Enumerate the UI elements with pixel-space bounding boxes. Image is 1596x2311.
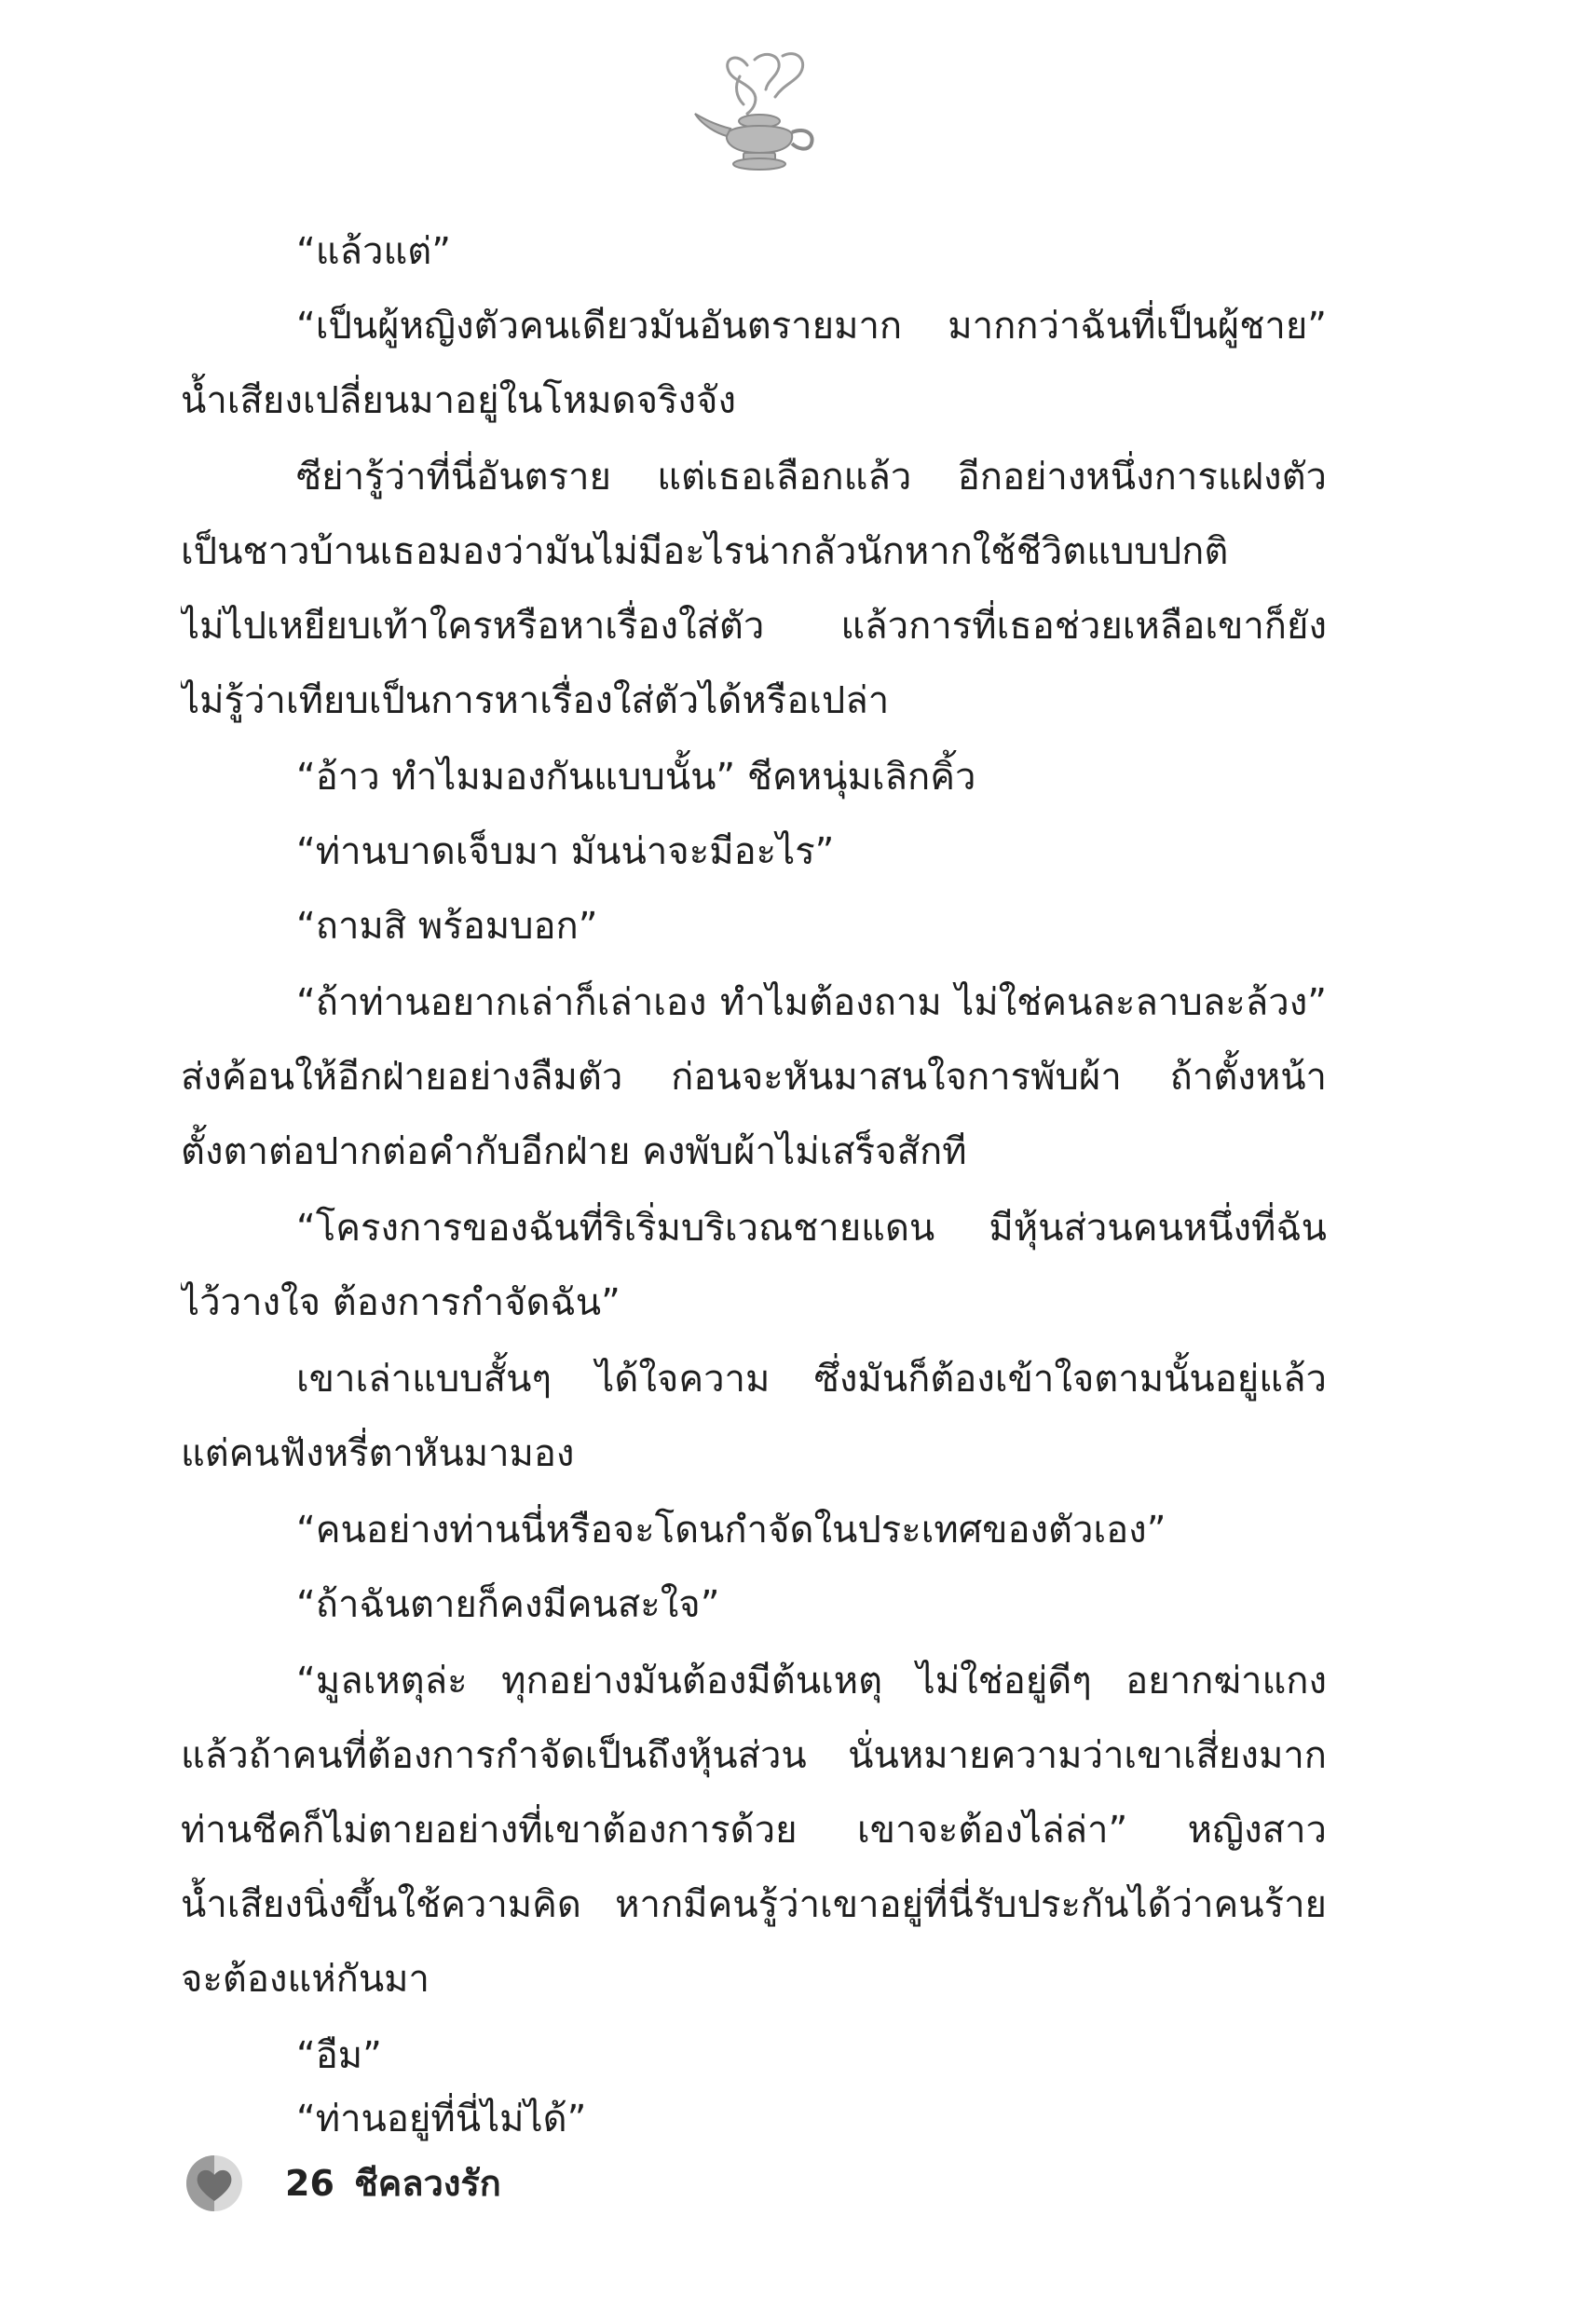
text-line: จะต้องแห่กันมา xyxy=(181,1958,430,2001)
text-line: “คนอย่างท่านนี่หรือจะโดนกำจัดในประเทศของตัวเอง” xyxy=(296,1509,1166,1552)
text-line: “เป็นผู้หญิงตัวคนเดียวมันอันตรายมาก มากกว่าฉันที่เป็นผู้ชาย” xyxy=(296,305,1327,348)
text-line: “โครงการของฉันที่ริเริ่มบริเวณชายแดน มีหุ้นส่วนคนหนึ่งที่ฉัน xyxy=(296,1207,1327,1250)
text-line: เป็นชาวบ้านเธอมองว่ามันไม่มีอะไรน่ากลัวนักหากใช้ชีวิตแบบปกติ xyxy=(181,530,1229,573)
heart-circle-icon xyxy=(181,2153,250,2214)
text-line: น้ำเสียงนิ่งขึ้นใช้ความคิด หากมีคนรู้ว่าเขาอยู่ที่นี่รับประกันได้ว่าคนร้าย xyxy=(181,1883,1327,1926)
text-line: “ท่านบาดเจ็บมา มันน่าจะมีอะไร” xyxy=(296,830,835,873)
text-line: “แล้วแต่” xyxy=(296,230,451,273)
body-text xyxy=(0,186,1596,2153)
text-line: “อ้าว ทำไมมองกันแบบนั้น” ชีคหนุ่มเลิกคิ้ว xyxy=(296,756,976,799)
text-line: “ท่านอยู่ที่นี่ไม่ได้” xyxy=(296,2098,587,2140)
text-line: ไม่ไปเหยียบเท้าใครหรือหาเรื่องใส่ตัว แล้วการที่เธอช่วยเหลือเขาก็ยัง xyxy=(181,605,1327,648)
text-line: น้ำเสียงเปลี่ยนมาอยู่ในโหมดจริงจัง xyxy=(181,379,736,422)
page-footer xyxy=(181,2153,740,2218)
text-line: “ถ้าท่านอยากเล่าก็เล่าเอง ทำไมต้องถาม ไม่ใช่คนละลาบละล้วง” xyxy=(296,981,1327,1024)
text-line: ส่งค้อนให้อีกฝ่ายอย่างลืมตัว ก่อนจะหันมาสนใจการพับผ้า ถ้าตั้งหน้า xyxy=(181,1056,1327,1099)
text-line: ท่านชีคก็ไม่ตายอย่างที่เขาต้องการด้วย เขาจะต้องไล่ล่า” หญิงสาว xyxy=(181,1809,1327,1852)
text-line: “ถามสิ พร้อมบอก” xyxy=(296,905,598,948)
text-line: “ถ้าฉันตายก็คงมีคนสะใจ” xyxy=(296,1583,720,1626)
text-line: ซีย่ารู้ว่าที่นี่อันตราย แต่เธอเลือกแล้ว อีกอย่างหนึ่งการแฝงตัว xyxy=(296,456,1327,499)
text-line: “มูลเหตุล่ะ ทุกอย่างมันต้องมีต้นเหตุ ไม่ใช่อยู่ดีๆ อยากฆ่าแกง xyxy=(296,1660,1327,1702)
text-line: แล้วถ้าคนที่ต้องการกำจัดเป็นถึงหุ้นส่วน นั่นหมายความว่าเขาเสี่ยงมาก xyxy=(181,1734,1327,1777)
text-line: ตั้งตาต่อปากต่อคำกับอีกฝ่าย คงพับผ้าไม่เสร็จสักที xyxy=(181,1130,967,1173)
text-line: ไว้วางใจ ต้องการกำจัดฉัน” xyxy=(181,1281,621,1324)
text-line: เขาเล่าแบบสั้นๆ ได้ใจความ ซึ่งมันก็ต้องเข้าใจตามนั้นอยู่แล้ว xyxy=(296,1358,1327,1401)
text-line: “อืม” xyxy=(296,2034,382,2077)
genie-lamp-icon xyxy=(689,48,829,174)
text-line: ไม่รู้ว่าเทียบเป็นการหาเรื่องใส่ตัวได้หรือเปล่า xyxy=(181,679,890,722)
text-line: แต่คนฟังหรี่ตาหันมามอง xyxy=(181,1432,575,1475)
page-number: 26 xyxy=(285,2163,334,2204)
book-title: ชีคลวงรัก xyxy=(354,2163,501,2204)
